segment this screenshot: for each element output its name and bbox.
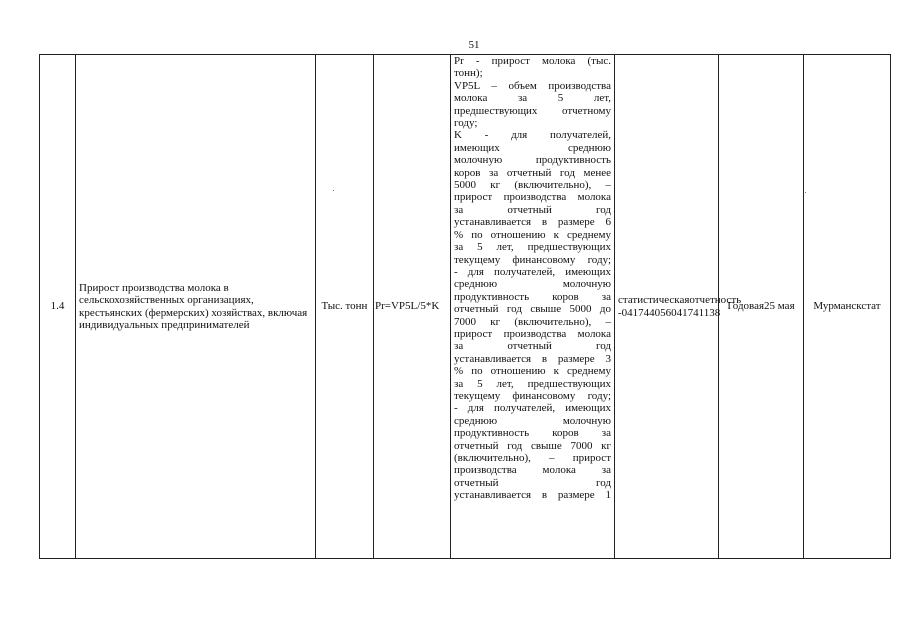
description-line: (включительно), – прирост: [454, 452, 611, 464]
description-line: % по отношению к среднему: [454, 228, 611, 241]
description-line: - для получателей, имеющих: [454, 265, 611, 278]
description-line: тонн);: [454, 67, 483, 80]
unit-of-measure: Тыс. тонн: [316, 55, 374, 559]
description-line: году;: [454, 117, 478, 130]
description-line: отчетный год: [454, 476, 611, 489]
description-line: среднюю молочную: [454, 278, 611, 291]
description-line: текущему финансовому году;: [454, 253, 611, 266]
data-source: [615, 55, 742, 559]
description-line: 7000 кг (включительно), –: [454, 315, 611, 328]
description-line: прирост производства молока: [454, 191, 611, 204]
scan-speck: [805, 192, 806, 193]
calculation-formula: Pr=VP5L/5*K: [374, 55, 451, 559]
description-line: за отчетный год: [454, 340, 611, 353]
description-line: устанавливается в размере 3: [454, 352, 611, 365]
indicator-name: Прирост производства молока в сельскохозяйственных организациях, крестьянских (фермерских) хозяйствах, включая индивидуальных предпринимателей: [76, 55, 316, 559]
description-line: продуктивность коров за: [454, 427, 611, 440]
description-line: за 5 лет, предшествующих: [454, 377, 611, 390]
formula-description: [451, 55, 615, 559]
description-line: VP5L – объем производства: [454, 79, 611, 92]
description-line: за отчетный год: [454, 203, 611, 216]
description-line: устанавливается в размере 1: [454, 489, 611, 502]
description-line: предшествующих отчетному: [454, 104, 611, 117]
row-number: 1.4: [40, 55, 76, 559]
description-line: отчетный год свыше 7000 кг: [454, 439, 611, 452]
description-line: прирост производства молока: [454, 327, 611, 340]
data-source-lines: [618, 294, 742, 319]
period-line: 25 мая: [764, 300, 795, 313]
description-line: за 5 лет, предшествующих: [454, 241, 611, 254]
description-line: молока за 5 лет,: [454, 92, 611, 105]
description-line: текущему финансовому году;: [454, 389, 611, 402]
description-line: 5000 кг (включительно), –: [454, 179, 611, 192]
description-line: производства молока за: [454, 464, 611, 477]
source-line: 041744056: [621, 306, 672, 319]
description-line: - для получателей, имеющих: [454, 402, 611, 415]
source-line: статистическая: [618, 294, 690, 307]
description-line: отчетный год свыше 5000 до: [454, 303, 611, 316]
description-line: Pr - прирост молока (тыс.: [454, 55, 611, 67]
responsible-body: Мурманскстат: [804, 55, 891, 559]
formula-description-lines: [454, 55, 611, 502]
description-line: % по отношению к среднему: [454, 365, 611, 378]
description-line: среднюю молочную: [454, 414, 611, 427]
description-line: молочную продуктивность: [454, 154, 611, 167]
scan-speck: [333, 190, 334, 191]
description-line: коров за отчетный год менее: [454, 166, 611, 179]
source-line: 041741138: [671, 306, 721, 319]
indicator-table: [39, 54, 891, 559]
table-row: [40, 55, 891, 559]
description-line: устанавливается в размере 6: [454, 216, 611, 229]
reporting-period: [719, 55, 804, 559]
description-line: K - для получателей,: [454, 129, 611, 142]
description-line: имеющих среднюю: [454, 141, 611, 154]
reporting-period-lines: [722, 300, 800, 312]
period-line: Годовая: [727, 300, 765, 313]
description-line: продуктивность коров за: [454, 290, 611, 303]
source-line: отчетность -: [618, 294, 742, 319]
page-number: 51: [468, 39, 480, 51]
